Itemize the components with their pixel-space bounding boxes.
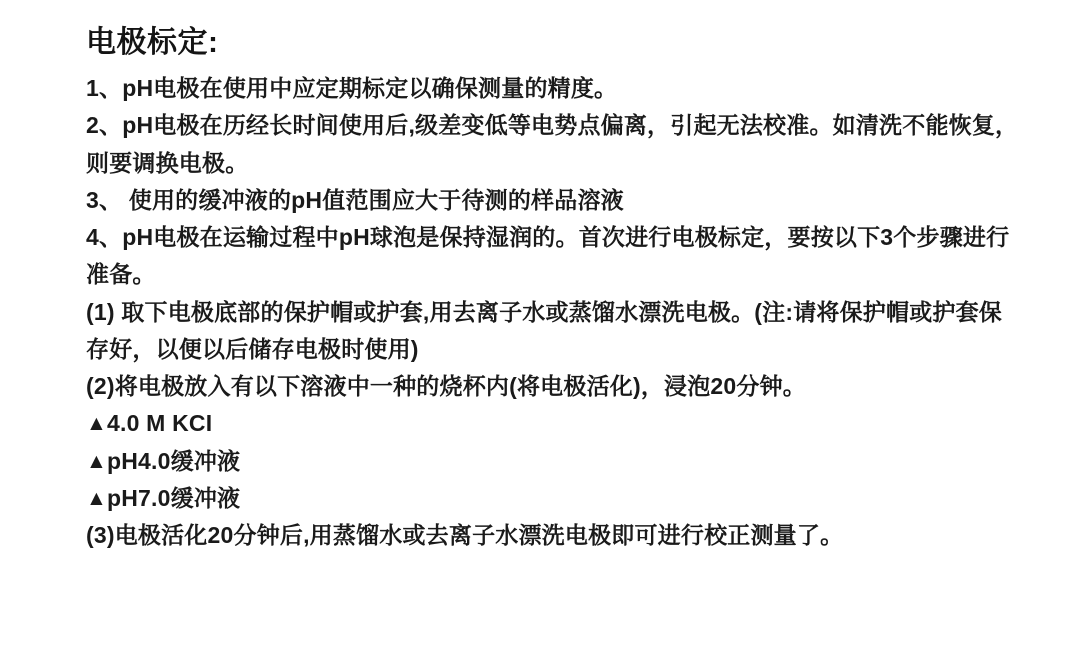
paragraph-3: 3、 使用的缓冲液的pH值范围应大于待测的样品溶液 xyxy=(86,186,624,213)
list-item-label: pH4.0缓冲液 xyxy=(107,447,241,474)
paragraph-step-2: (2)将电极放入有以下溶液中一种的烧杯内(将电极活化)，浸泡20分钟。 xyxy=(86,373,807,399)
list-item xyxy=(86,405,1020,442)
list-item xyxy=(86,443,1020,480)
triangle-bullet-icon: ▲ xyxy=(86,486,107,510)
page-title: 电极标定: xyxy=(86,26,219,59)
paragraph-step-1: (1) 取下电极底部的保护帽或护套,用去离子水或蒸馏水漂洗电极。(注:请将保护帽或护套保存好，以便以后储存电极时使用) xyxy=(86,298,1003,362)
list-item xyxy=(86,480,1020,517)
triangle-bullet-icon: ▲ xyxy=(86,412,107,436)
paragraph-step-3: (3)电极活化20分钟后,用蒸馏水或去离子水漂洗电极即可进行校正测量了。 xyxy=(86,522,844,548)
paragraph-2: 2、pH电极在历经长时间使用后,级差变低等电势点偏离，引起无法校准。如清洗不能恢复，则要调换电极。 xyxy=(86,112,1019,176)
triangle-bullet-icon: ▲ xyxy=(86,449,107,473)
list-item-label: pH7.0缓冲液 xyxy=(107,484,241,511)
list-item-label: 4.0 M KCI xyxy=(107,410,213,437)
paragraph-1: 1、pH电极在使用中应定期标定以确保测量的精度。 xyxy=(86,75,618,101)
paragraph-4: 4、pH电极在运输过程中pH球泡是保持湿润的。首次进行电极标定，要按以下3个步骤进行准备。 xyxy=(86,224,1010,288)
